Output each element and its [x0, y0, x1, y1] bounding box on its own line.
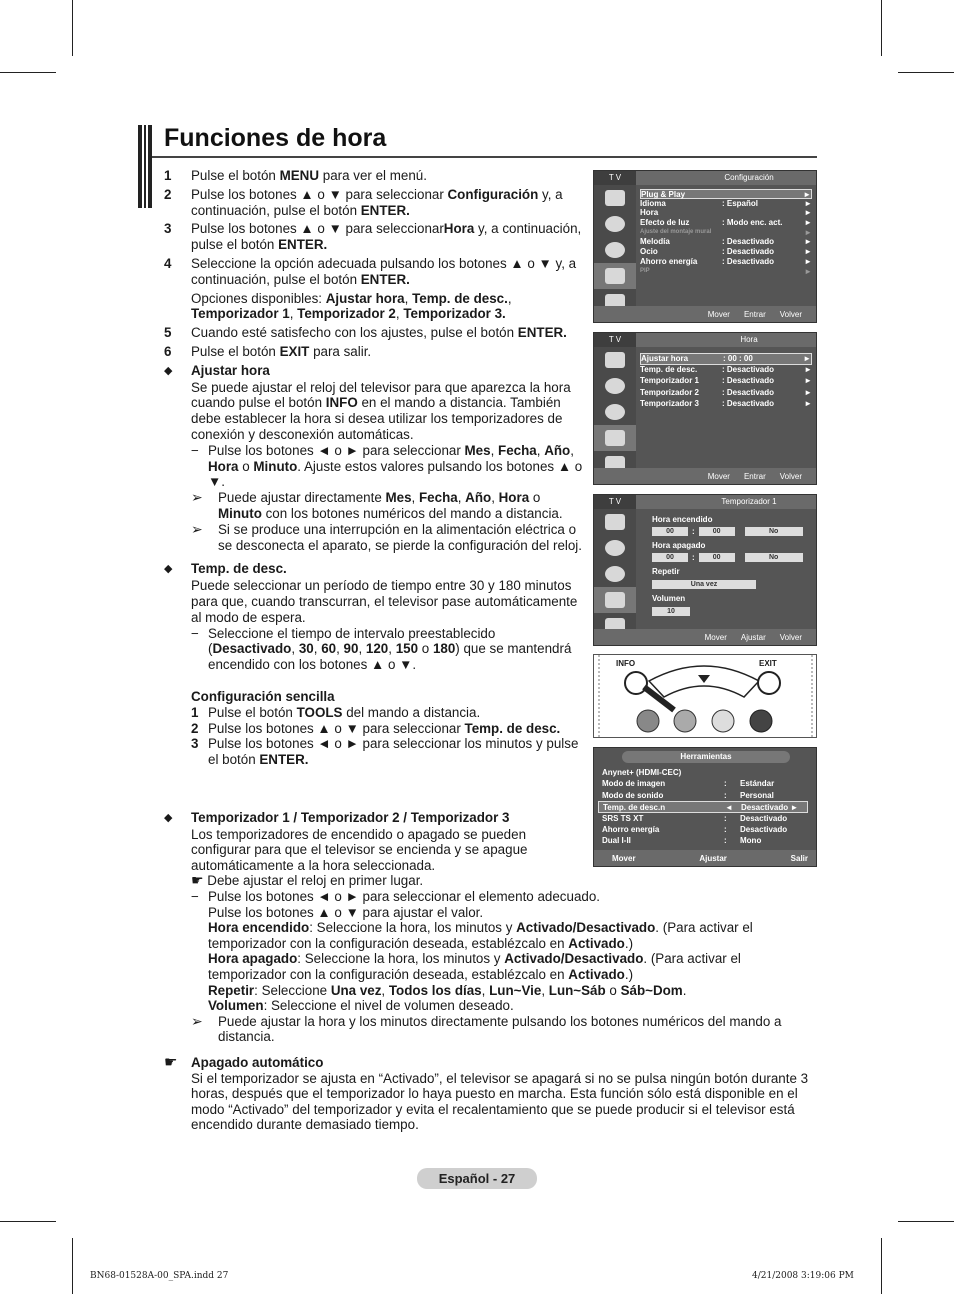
easy-steps — [164, 705, 584, 768]
menu-item[interactable]: Ocio : Desactivado ► — [640, 247, 812, 257]
menu-sidebar — [594, 509, 636, 639]
picture-icon — [594, 185, 636, 211]
tools-item[interactable]: Anynet+ (HDMI-CEC) — [602, 768, 682, 777]
page-number: Español - 27 — [417, 1168, 537, 1189]
menu-item[interactable]: Ahorro energía : Desactivado ► — [640, 256, 812, 266]
paragraph: Los temporizadores de encendido o apagado se pueden configurar para que el televisor se encienda y se apague automáticamente a la hora seleccionada. — [191, 826, 528, 873]
main-column — [164, 168, 584, 768]
easy-step: 1 Pulse el botón TOOLS del mando a distancia. — [191, 704, 481, 720]
picture-icon — [594, 347, 636, 373]
on-hour[interactable]: 00 — [652, 527, 688, 536]
exit-button-label: EXIT — [759, 659, 777, 668]
section-heading: Temp. de desc. — [191, 561, 287, 577]
paragraph: Se puede ajustar el reloj del televisor para que aparezca la hora cuando pulse el botón INFO en el mando a distancia. También debe establecer la hora si desea utilizar los temporizadores de conexión y desconexión automáticas. — [191, 379, 571, 442]
crop-mark — [881, 0, 882, 56]
on-toggle[interactable]: No — [745, 527, 803, 536]
step-list — [164, 168, 584, 360]
menu-item[interactable]: Ajustar hora : 00 : 00 ► — [641, 354, 811, 363]
menu-footer: Mover Ajustar Volver — [594, 629, 816, 645]
section-temp-desc: ◆ Temp. de desc. — [164, 561, 287, 577]
menu-item[interactable]: PIP ► — [640, 266, 812, 276]
tv-menu-configuracion: T V Configuración Plug & Play ► Idioma : Español ► Hora ► Efecto de luz : Modo enc. act. ► Ajuste del montaje mural ► Melodía : Desactivado ► Ocio : Desactivado ► Ahorro energía : Desactivado ► PIP ► Mover Entrar Volver — [593, 170, 817, 323]
hand-pointer-icon: ☛ — [164, 1053, 178, 1071]
remote-control-illustration — [593, 654, 817, 738]
tools-item[interactable]: Modo de imagen : Estándar — [602, 779, 775, 789]
dash-item: − Pulse los botones ◄ o ► para seleccionar el elemento adecuado. Pulse los botones ▲ o ▼ para ajustar el valor. Hora encendido: Seleccione la hora, los minutos y Activado/Desactivado. (Para activar el temporizador con la configuración deseada, establézcalo en Activado.) Hora apagado: Seleccione la hora, los minutos y Activado/Desactivado. (Para activar el temporizador con la configuración deseada, establézcalo en Activado.) Repetir: Seleccione Una vez, Todos los días, Lun~Vie, Lun~Sáb o Sáb~Dom. Volumen: Seleccione el nivel de volumen deseado. — [191, 888, 753, 1014]
note-item: ➢ Si se produce una interrupción en la alimentación eléctrica o se desconecta el aparato, se pierde la configuración del reloj. — [191, 520, 583, 553]
imprint-right: 4/21/2008 3:19:06 PM — [752, 1271, 854, 1281]
menu-item[interactable]: Idioma : Español ► — [640, 198, 812, 208]
menu-item[interactable]: Temp. de desc. : Desactivado ► — [640, 364, 812, 374]
tools-item[interactable]: Dual I-II : Mono — [602, 836, 762, 846]
timer-fields: Hora encendido 00 : 00 No Hora apagado 00 : 00 No Repetir Una vez Volumen 10 — [652, 515, 812, 616]
menu-footer: Mover Entrar Volver — [594, 468, 816, 484]
title-rule — [152, 156, 817, 158]
step-item: 1 Pulse el botón MENU para ver el menú. — [164, 168, 427, 183]
section-apagado — [164, 1055, 814, 1071]
section-ajustar-hora: ◆ Ajustar hora — [164, 362, 270, 378]
hand-note: ☛ Debe ajustar el reloj en primer lugar. — [191, 872, 424, 889]
repeat-value[interactable]: Una vez — [652, 580, 756, 589]
tv-menu-hora: T V Hora Ajustar hora : 00 : 00 ► Temp. de desc. : Desactivado ► Temporizador 1 : Desactivado ► Temporizador 2 : Desactivado ► Temporizador 3 : Desactivado ► Mover Entrar Volver — [593, 332, 817, 485]
off-minute[interactable]: 00 — [699, 553, 735, 562]
info-button-label: INFO — [616, 659, 636, 668]
tools-items — [598, 767, 808, 847]
sound-icon — [594, 535, 636, 561]
crop-mark — [881, 1238, 882, 1294]
setup-gear-icon — [594, 425, 636, 451]
menu-item[interactable]: Melodía : Desactivado ► — [640, 237, 812, 247]
menu-item[interactable]: Temporizador 1 : Desactivado ► — [640, 376, 812, 385]
off-toggle[interactable]: No — [745, 553, 803, 562]
step-item: 6 Pulse el botón EXIT para salir. — [164, 343, 372, 359]
crop-mark — [72, 0, 73, 56]
channel-icon — [594, 399, 636, 425]
tools-title: Herramientas — [622, 751, 790, 763]
channel-icon — [594, 237, 636, 263]
menu-items — [640, 189, 812, 276]
menu-sidebar — [594, 185, 636, 315]
picture-icon — [594, 509, 636, 535]
sound-icon — [594, 211, 636, 237]
crop-mark — [0, 72, 56, 73]
off-label: Hora apagado — [652, 541, 706, 550]
tools-item[interactable]: Modo de sonido : Personal — [602, 790, 774, 800]
crop-mark — [898, 1221, 954, 1222]
hand-pointer-icon: ☛ — [191, 872, 204, 889]
menu-sidebar — [594, 347, 636, 477]
off-hour[interactable]: 00 — [652, 553, 688, 562]
paragraph: Puede seleccionar un período de tiempo entre 30 y 180 minutos para que, cuando transcurran, el televisor pase automáticamente al modo de espera. — [191, 578, 578, 625]
step-item: 5 Cuando esté satisfecho con los ajustes, pulse el botón ENTER. — [164, 325, 567, 341]
menu-item[interactable]: Hora ► — [640, 208, 812, 218]
tools-menu — [593, 747, 817, 867]
volume-value[interactable]: 10 — [652, 607, 690, 616]
menu-footer: Mover Entrar Volver — [594, 306, 816, 322]
on-label: Hora encendido — [652, 515, 713, 524]
tools-item[interactable]: Ahorro energía : Desactivado — [602, 824, 788, 834]
step-item: 2 Pulse los botones ▲ o ▼ para seleccionar Configuración y, a continuación, pulse el botón ENTER. — [164, 186, 563, 218]
crop-mark — [72, 1238, 73, 1294]
easy-step: 2 Pulse los botones ▲ o ▼ para seleccionar Temp. de desc. — [191, 720, 561, 736]
section-timers: ◆ Temporizador 1 / Temporizador 2 / Temporizador 3 — [164, 810, 510, 825]
dash-item: − Seleccione el tiempo de intervalo preestablecido (Desactivado, 30, 60, 90, 120, 150 o 180) que se mantendrá encendido con los botones ▲ o ▼. — [191, 625, 572, 673]
dash-item: − Pulse los botones ◄ o ► para seleccionar Mes, Fecha, Año, Hora o Minuto. Ajuste estos valores pulsando los botones ▲ o ▼. — [191, 442, 583, 490]
section-heading: Temporizador 1 / Temporizador 2 / Temporizador 3 — [191, 810, 510, 825]
step-item: 4 Seleccione la opción adecuada pulsando los botones ▲ o ▼ y, a continuación, pulse el botón ENTER. — [164, 255, 577, 287]
crop-mark — [0, 1221, 56, 1222]
menu-title: Hora — [740, 335, 758, 344]
paragraph: Si el temporizador se ajusta en “Activado”, el televisor se apagará si no se pulsa ningún botón durante 3 horas, después que el temporizador lo haya puesto en marcha. Esta función sólo está disponible en el modo “Activado” del temporizador y evita el recalentamiento que se puede producir si el televisor está encendido durante demasiado tiempo. — [191, 1070, 809, 1133]
menu-item[interactable]: Plug & Play ► — [641, 190, 811, 199]
menu-items — [640, 353, 812, 411]
page-title: Funciones de hora — [164, 124, 387, 152]
tools-item[interactable]: SRS TS XT : Desactivado — [602, 813, 788, 823]
tools-footer: Mover Ajustar Salir — [594, 850, 816, 866]
note-item: ➢ Puede ajustar la hora y los minutos directamente pulsando los botones numéricos del mando a distancia. — [191, 1012, 782, 1045]
repeat-label: Repetir — [652, 567, 680, 576]
easy-step: 3 Pulse los botones ◄ o ► para seleccionar los minutos y pulse el botón ENTER. — [191, 736, 579, 768]
setup-gear-icon — [594, 263, 636, 289]
on-minute[interactable]: 00 — [699, 527, 735, 536]
section-heading: Apagado automático — [191, 1054, 324, 1070]
imprint-left: BN68-01528A-00_SPA.indd 27 — [90, 1271, 229, 1281]
menu-item[interactable]: Ajuste del montaje mural ► — [640, 227, 812, 237]
volume-label: Volumen — [652, 594, 686, 603]
tools-item[interactable]: Temp. de desc.n ◄ Desactivado ► — [598, 801, 808, 812]
step-item: 3 Pulse los botones ▲ o ▼ para seleccionarHora y, a continuación, pulse el botón ENTER. — [164, 221, 582, 253]
sub-heading: Configuración sencilla — [191, 688, 335, 704]
sound-icon — [594, 373, 636, 399]
setup-gear-icon — [594, 587, 636, 613]
menu-title: Configuración — [724, 173, 774, 182]
note-item: ➢ Puede ajustar directamente Mes, Fecha, Año, Hora o Minuto con los botones numéricos del mando a distancia. — [191, 489, 563, 521]
channel-icon — [594, 561, 636, 587]
tv-menu-temporizador: T V Temporizador 1 Hora encendido 00 : 00 No Hora apagado 00 : 00 No Repetir Una vez Volumen 10 Mover Ajustar Volver — [593, 494, 817, 646]
menu-item[interactable]: Efecto de luz : Modo enc. act. ► — [640, 218, 812, 228]
step-item: Opciones disponibles: Ajustar hora, Temp. de desc., Temporizador 1, Temporizador 2, Temporizador 3. — [191, 290, 512, 322]
menu-item[interactable]: Temporizador 3 : Desactivado ► — [640, 399, 812, 408]
menu-title: Temporizador 1 — [721, 497, 777, 506]
title-decoration — [138, 125, 152, 208]
menu-item[interactable]: Temporizador 2 : Desactivado ► — [640, 387, 812, 397]
section-heading: Ajustar hora — [191, 362, 270, 378]
crop-mark — [898, 72, 954, 73]
